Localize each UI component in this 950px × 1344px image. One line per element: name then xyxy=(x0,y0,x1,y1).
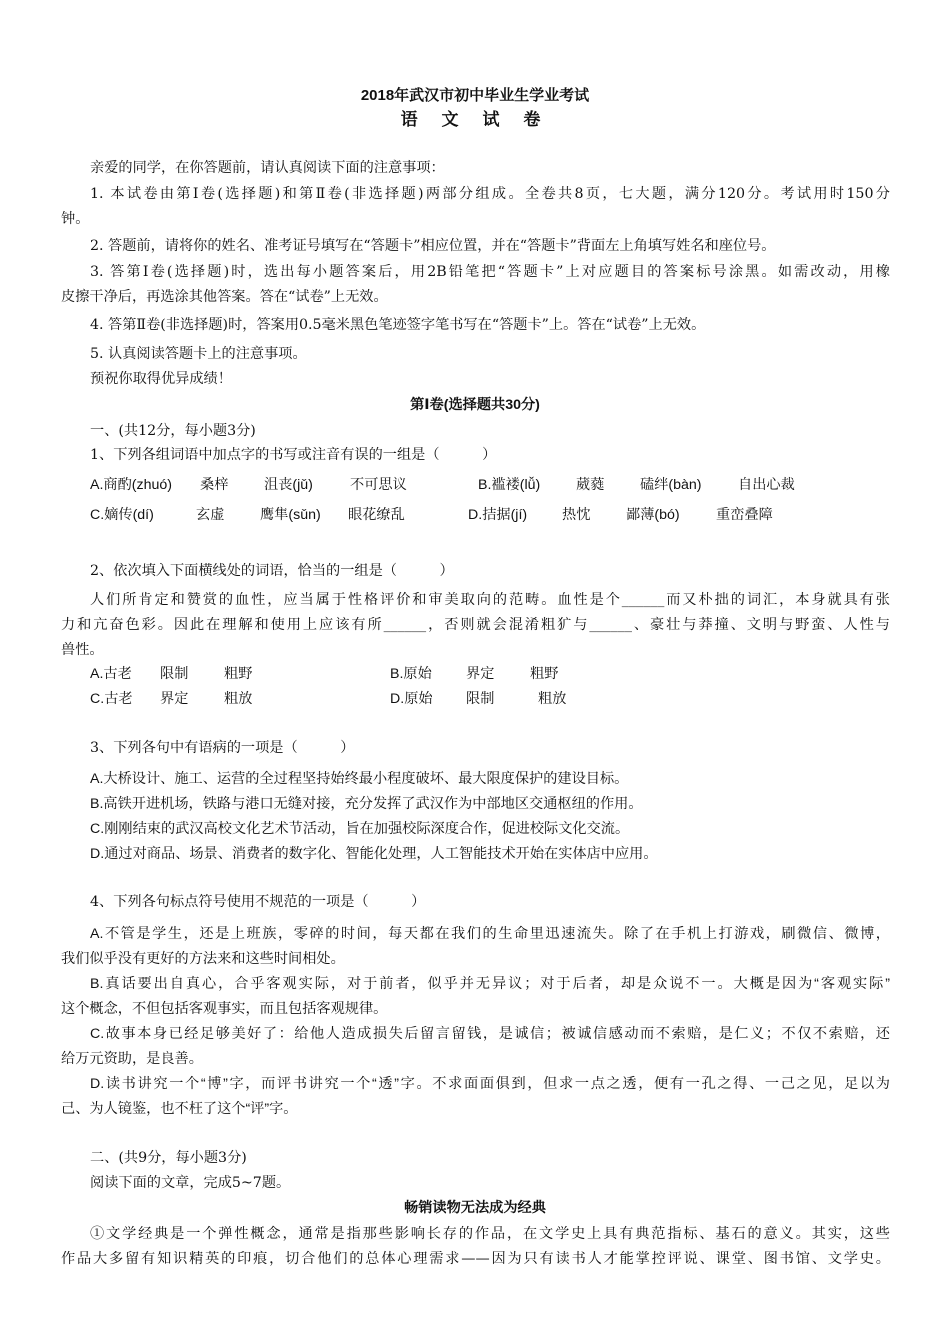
q1-option-b: B.褴褛(lǚ) xyxy=(478,477,541,493)
notes-wish: 预祝你取得优异成绩！ xyxy=(90,371,232,387)
q1-option-c-word4: 眼花缭乱 xyxy=(348,507,405,523)
note-5: 5. 认真阅读答题卡上的注意事项。 xyxy=(90,346,307,362)
note-4: 4. 答第Ⅱ卷(非选择题)时，答案用0.5毫米黑色笔迹签字笔书写在“答题卡”上。答在“试卷”上无效。 xyxy=(90,317,706,333)
q3-option-d: D.通过对商品、场景、消费者的数字化、智能化处理，人工智能技术开始在实体店中应用。 xyxy=(90,846,658,862)
q2-passage-line3: 兽性。 xyxy=(61,642,104,658)
q2-option-d-word2: 限制 xyxy=(466,691,495,707)
q3-option-c: C.刚刚结束的武汉高校文化艺术节活动，旨在加强校际深度合作，促进校际文化交流。 xyxy=(90,821,630,837)
note-1-line1: 1. 本试卷由第Ⅰ卷(选择题)和第Ⅱ卷(非选择题)两部分组成。全卷共8页，七大题，满分120分。考试用时150分 xyxy=(90,186,890,202)
q3-option-a: A.大桥设计、施工、运营的全过程坚持始终最小程度破坏、最大限度保护的建设目标。 xyxy=(90,771,629,787)
exam-subtitle: 语 文 试 卷 xyxy=(400,110,550,130)
q4-option-b-line2: 这个概念，不但包括客观事实，而且包括客观规律。 xyxy=(61,1001,388,1017)
article-para1-line2: 作品大多留有知识精英的印痕，切合他们的总体心理需求——因为只有读书人才能掌控评说、课堂、图书馆、文学史。 xyxy=(61,1251,890,1267)
q4-option-d-line1: D.读书讲究一个“博”字，而评书讲究一个“透”字。不求面面俱到，但求一点之透，便有一孔之得、一己之见，足以为 xyxy=(90,1076,890,1092)
q4-option-a-line2: 我们似乎没有更好的方法来和这些时间相处。 xyxy=(61,951,345,967)
q3-option-b: B.高铁开进机场，铁路与港口无缝对接，充分发挥了武汉作为中部地区交通枢纽的作用。 xyxy=(90,796,643,812)
q2-option-d: D.原始 xyxy=(390,691,433,707)
q2-passage-line1: 人们所肯定和赞赏的血性，应当属于性格评价和审美取向的范畴。血性是个______而又朴拙的词汇，本身就具有张 xyxy=(90,592,890,608)
q4-option-d-line2: 己、为人镜鉴，也不枉了这个“评”字。 xyxy=(61,1101,298,1117)
q1-option-b-word4: 自出心裁 xyxy=(738,477,795,493)
section2-instruction: 阅读下面的文章，完成5~7题。 xyxy=(90,1175,291,1191)
q2-passage-line2: 力和亢奋色彩。因此在理解和使用上应该有所______，否则就会混淆粗犷与______、豪壮与莽撞、文明与野蛮、人性与 xyxy=(61,617,890,633)
q2-option-b: B.原始 xyxy=(390,666,432,682)
q2-option-a: A.古老 xyxy=(90,666,132,682)
q4-option-c-line2: 给万元资助，是良善。 xyxy=(61,1051,203,1067)
q1-option-a-word3: 沮丧(jǔ) xyxy=(264,477,313,493)
q1-option-b-word2: 葳蕤 xyxy=(576,477,605,493)
q1-option-d-word2: 热忱 xyxy=(562,507,591,523)
q1-option-d-word3: 鄙薄(bó) xyxy=(626,507,680,523)
q2-option-a-word3: 粗野 xyxy=(224,666,253,682)
q1-stem: 1、下列各组词语中加点字的书写或注音有误的一组是（ ） xyxy=(90,447,497,463)
note-2: 2. 答题前，请将你的姓名、准考证号填写在“答题卡”相应位置，并在“答题卡”背面左上角填写姓名和座位号。 xyxy=(90,238,776,254)
q1-option-d: D.拮据(jí) xyxy=(468,507,528,523)
note-1-line2: 钟。 xyxy=(61,211,90,227)
q2-option-c: C.古老 xyxy=(90,691,133,707)
q1-option-d-word4: 重峦叠障 xyxy=(716,507,773,523)
article-para1-line1: ①文学经典是一个弹性概念，通常是指那些影响长存的作品，在文学史上具有典范指标、基石的意义。其实，这些 xyxy=(90,1226,890,1242)
q4-stem: 4、下列各句标点符号使用不规范的一项是（ ） xyxy=(90,894,426,910)
q1-option-c-word2: 玄虚 xyxy=(196,507,225,523)
note-3-line1: 3. 答第Ⅰ卷(选择题)时，选出每小题答案后，用2B铅笔把“答题卡”上对应题目的答案标号涂黑。如需改动，用橡 xyxy=(90,264,890,280)
q2-option-c-word3: 粗放 xyxy=(224,691,253,707)
q1-option-a-word4: 不可思议 xyxy=(350,477,407,493)
part1-title: 第Ⅰ卷(选择题共30分) xyxy=(410,397,540,413)
q2-option-c-word2: 界定 xyxy=(160,691,189,707)
q2-option-a-word2: 限制 xyxy=(160,666,189,682)
q1-option-b-word3: 磕绊(bàn) xyxy=(640,477,702,493)
q4-option-c-line1: C.故事本身已经足够美好了：给他人造成损失后留言留钱，是诚信；被诚信感动而不索赔，是仁义；不仅不索赔，还 xyxy=(90,1026,890,1042)
section1-header: 一、(共12分，每小题3分) xyxy=(90,423,256,439)
q3-stem: 3、下列各句中有语病的一项是（ ） xyxy=(90,740,355,756)
q1-option-a: A.商酌(zhuó) xyxy=(90,477,172,493)
exam-title: 2018年武汉市初中毕业生学业考试 xyxy=(360,87,590,104)
q1-option-c-word3: 鹰隼(sǔn) xyxy=(260,507,321,523)
q2-option-b-word3: 粗野 xyxy=(530,666,559,682)
q1-option-a-word2: 桑梓 xyxy=(200,477,229,493)
section2-header: 二、(共9分，每小题3分) xyxy=(90,1150,247,1166)
notes-intro: 亲爱的同学，在你答题前，请认真阅读下面的注意事项： xyxy=(90,160,445,176)
note-3-line2: 皮擦干净后，再选涂其他答案。答在“试卷”上无效。 xyxy=(61,289,388,305)
article-title: 畅销读物无法成为经典 xyxy=(404,1200,546,1216)
q1-option-c: C.嫡传(dí) xyxy=(90,507,154,523)
q4-option-b-line1: B.真话要出自真心，合乎客观实际，对于前者，似乎并无异议；对于后者，却是众说不一。大概是因为“客观实际” xyxy=(90,976,890,992)
q2-stem: 2、依次填入下面横线处的词语，恰当的一组是（ ） xyxy=(90,563,454,579)
q4-option-a-line1: A.不管是学生，还是上班族，零碎的时间，每天都在我们的生命里迅速流失。除了在手机上打游戏，刷微信、微博， xyxy=(90,926,890,942)
q2-option-d-word3: 粗放 xyxy=(538,691,567,707)
q2-option-b-word2: 界定 xyxy=(466,666,495,682)
